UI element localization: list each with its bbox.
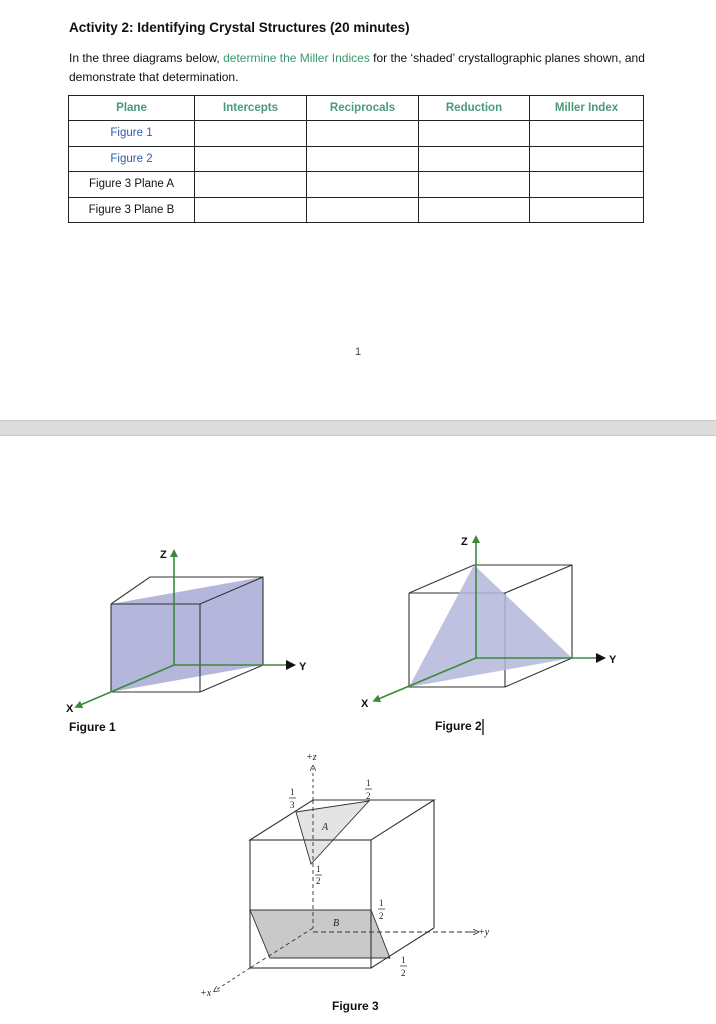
fraction-one-half-z [315,864,322,886]
figure-2-x-label: X [361,698,369,710]
figure-1-x-label: X [66,703,74,715]
figure-3-z-label: +z [306,752,317,763]
svg-text:3: 3 [290,800,295,810]
cell-reciprocals[interactable] [307,121,419,147]
intro-text-start: In the three diagrams below, [69,51,224,65]
svg-text:1: 1 [316,864,321,874]
cell-reduction[interactable] [419,146,530,172]
header-intercepts: Intercepts [195,96,307,121]
page-break-gap [0,420,716,436]
header-miller-index: Miller Index [530,96,644,121]
figure-3-plane-a [296,801,369,864]
document-page [0,0,716,420]
figure-1-diagram [66,549,307,734]
figure-3-plane-b-label: B [333,918,340,929]
figure-2-z-label: Z [461,536,468,548]
table-row [69,172,644,198]
cell-reciprocals[interactable] [307,172,419,198]
miller-indices-link[interactable]: determine the Miller Indices [223,51,370,65]
figure-1-caption: Figure 1 [69,720,116,734]
page-number: 1 [354,346,362,358]
svg-text:1: 1 [290,787,295,797]
figure-1-z-label: Z [160,549,167,561]
fraction-one-half-side [378,898,385,921]
figure-1-y-label: Y [299,661,307,673]
cell-reciprocals[interactable] [307,197,419,223]
figure-3-y-label: +y [478,927,490,938]
fraction-one-third [289,787,296,810]
figure-2-caption: Figure 2 [435,719,482,733]
table-row [69,121,644,147]
cell-reciprocals[interactable] [307,146,419,172]
table-row [69,146,644,172]
cell-intercepts[interactable] [195,121,307,147]
figure-3-x-axis [216,968,250,990]
cell-intercepts[interactable] [195,197,307,223]
cell-miller-index[interactable] [530,146,644,172]
figure-3-diagram [200,752,490,1013]
cell-miller-index[interactable] [530,172,644,198]
header-reciprocals: Reciprocals [307,96,419,121]
svg-text:2: 2 [379,911,384,921]
table-row [69,197,644,223]
cell-intercepts[interactable] [195,146,307,172]
svg-text:1: 1 [401,955,406,965]
row-label-figure-3-plane-a: Figure 3 Plane A [69,172,195,198]
activity-instructions [69,49,669,87]
cell-intercepts[interactable] [195,172,307,198]
cell-miller-index[interactable] [530,121,644,147]
svg-text:1: 1 [366,778,371,788]
table-header-row [69,96,644,121]
svg-text:2: 2 [401,968,406,978]
header-reduction: Reduction [419,96,530,121]
header-plane: Plane [69,96,195,121]
miller-index-table [68,95,644,223]
figure-2-diagram [361,536,617,735]
row-label-figure-1: Figure 1 [69,121,195,147]
svg-text:2: 2 [366,791,371,801]
cell-reduction[interactable] [419,197,530,223]
figure-2-y-label: Y [609,654,617,666]
figure-3-caption: Figure 3 [332,999,379,1013]
activity-title: Activity 2: Identifying Crystal Structures (20 minutes) [69,20,410,35]
fraction-one-half-top [365,778,372,801]
cell-reduction[interactable] [419,172,530,198]
cell-reduction[interactable] [419,121,530,147]
svg-text:2: 2 [316,876,321,886]
cell-miller-index[interactable] [530,197,644,223]
svg-text:1: 1 [379,898,384,908]
figure-3-x-label: +x [200,988,212,999]
figure-3-plane-b [250,910,390,958]
intro-text-end: for the ‘shaded’ crystallographic planes shown, and demonstrate that determination. [69,51,645,84]
row-label-figure-3-plane-b: Figure 3 Plane B [69,197,195,223]
figure-3-plane-a-label: A [322,822,329,833]
figures-area [0,435,716,1024]
fraction-one-half-bottom [400,955,407,978]
row-label-figure-2: Figure 2 [69,146,195,172]
